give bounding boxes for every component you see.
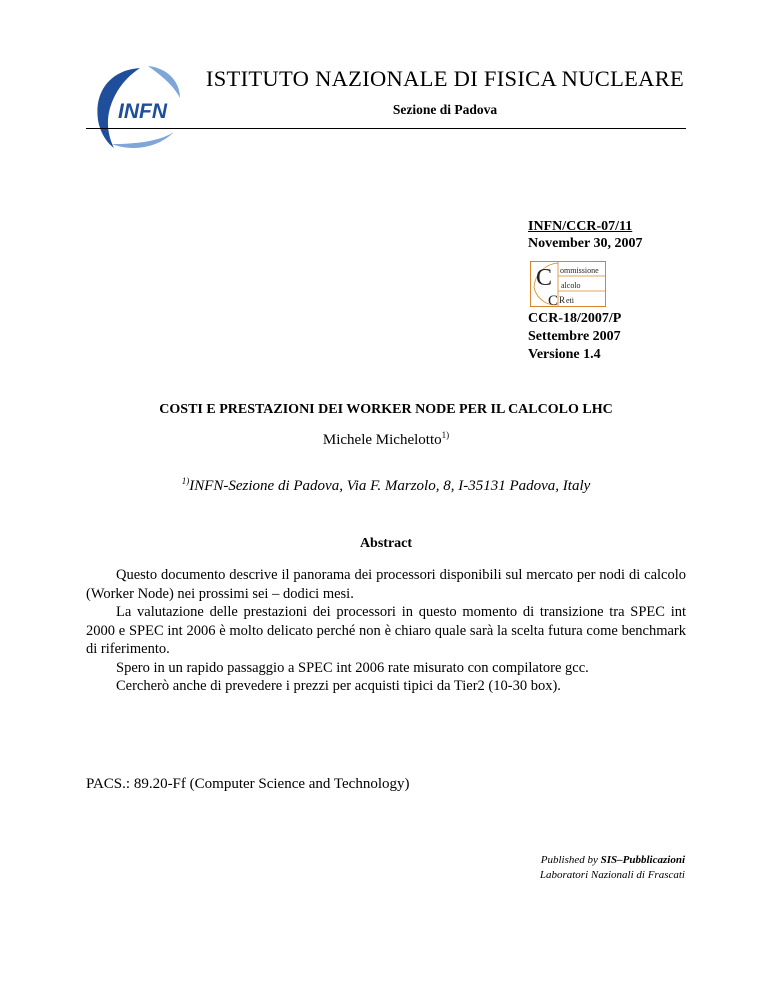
ccr-word-1: ommissione xyxy=(560,266,599,275)
published-by xyxy=(440,853,685,868)
abstract-paragraph: Spero in un rapido passaggio a SPEC int 2006 rate misurato con compilatore gcc. xyxy=(116,659,589,676)
ccr-logo xyxy=(530,261,606,307)
paper-title: COSTI E PRESTAZIONI DEI WORKER NODE PER IL CALCOLO LHC xyxy=(159,402,613,417)
ccr-date: Settembre 2007 xyxy=(528,329,621,344)
header-divider xyxy=(86,128,686,129)
published-prefix: Published by xyxy=(540,854,601,866)
report-code: INFN/CCR-07/11 xyxy=(528,219,633,234)
author-line xyxy=(86,432,686,449)
abstract-heading: Abstract xyxy=(359,536,413,551)
institute-name: ISTITUTO NAZIONALE DI FISICA NUCLEARE xyxy=(205,66,685,91)
abstract-paragraph: Questo documento descrive il panorama dei processori disponibili sul mercato per nodi di calcolo (Worker Node) nei prossimi sei – dodici mesi. xyxy=(86,567,686,602)
lab-name: Laboratori Nazionali di Frascati xyxy=(539,869,685,881)
ccr-letter-3: R xyxy=(559,295,566,305)
ccr-meta xyxy=(528,310,621,364)
publisher-footer xyxy=(440,853,685,883)
author-name: Michele Michelotto xyxy=(322,432,442,448)
affiliation-mark: 1) xyxy=(181,476,190,486)
version: Versione 1.4 xyxy=(528,347,601,362)
abstract-paragraph: Cercherò anche di prevedere i prezzi per acquisti tipici da Tier2 (10-30 box). xyxy=(116,678,561,694)
affiliation-line xyxy=(86,478,686,495)
infn-logo xyxy=(88,62,184,152)
pacs-line: PACS.: 89.20-Ff (Computer Science and Technology) xyxy=(86,776,410,792)
report-date: November 30, 2007 xyxy=(528,236,643,251)
abstract-body xyxy=(86,566,686,696)
abstract-paragraph: La valutazione delle prestazioni dei processori in questo momento di transizione tra SPEC int 2000 e SPEC int 2006 è molto delicato perché non è chiaro quale sarà la scelta futura come benchmark di riferimento. xyxy=(86,604,686,657)
ccr-word-3: eti xyxy=(566,296,574,305)
report-meta xyxy=(528,218,642,252)
author-mark: 1) xyxy=(441,430,450,440)
svg-text:INFN: INFN xyxy=(118,100,167,123)
ccr-word-2: alcolo xyxy=(561,281,581,290)
ccr-letter-1: C xyxy=(536,265,553,291)
section-name: Sezione di Padova xyxy=(392,102,498,117)
ccr-code: CCR-18/2007/P xyxy=(528,311,622,326)
publisher-name: SIS–Pubblicazioni xyxy=(600,854,685,866)
affiliation-text: INFN-Sezione di Padova, Via F. Marzolo, 8, I-35131 Padova, Italy xyxy=(189,478,591,494)
ccr-letter-2: C xyxy=(548,293,559,307)
